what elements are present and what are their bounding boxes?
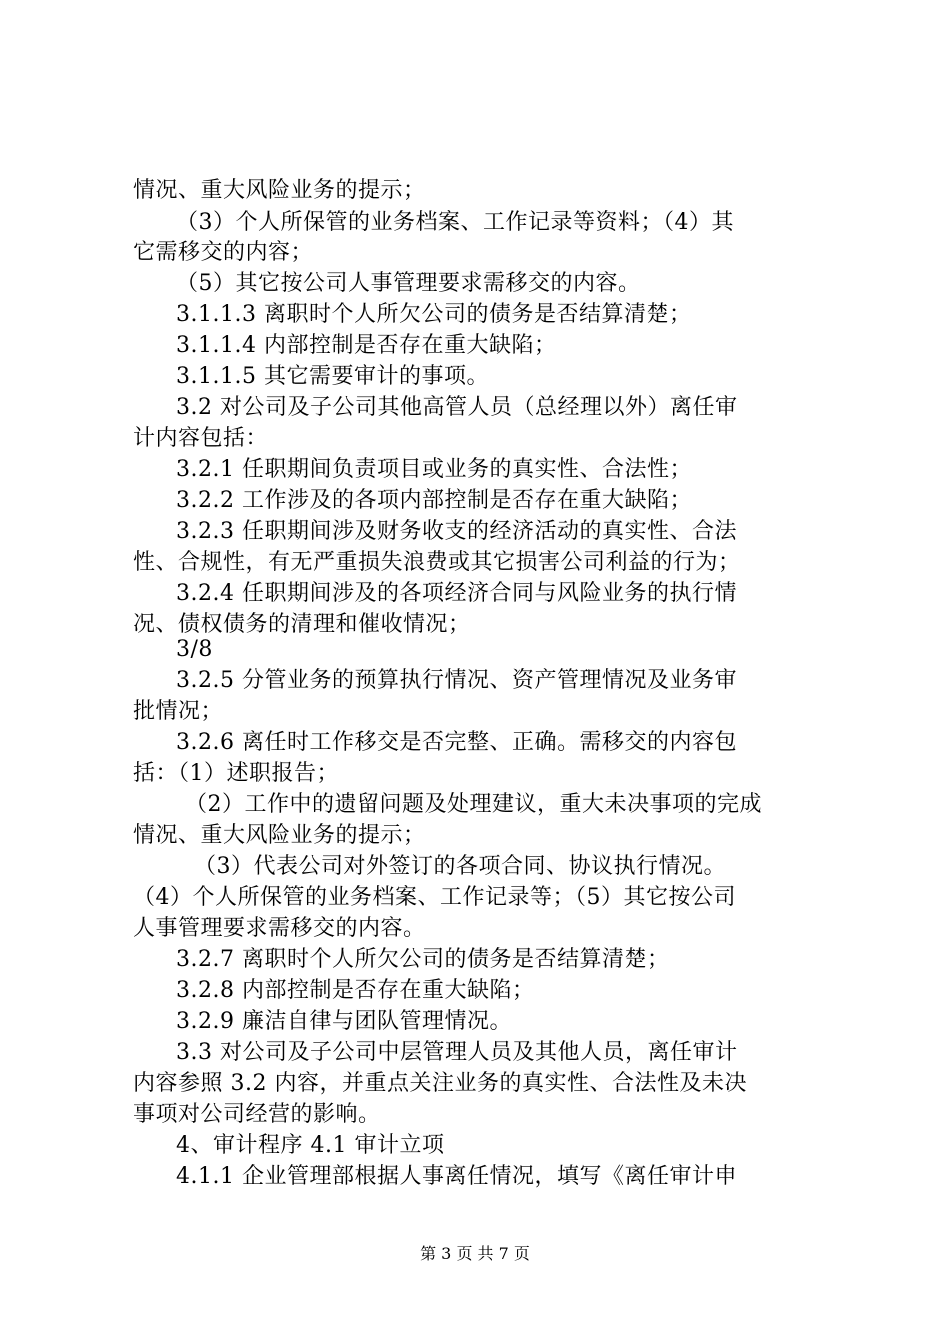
page-marker: 3/8 xyxy=(176,637,213,662)
text-line: 3.2.7 离职时个人所欠公司的债务是否结算清楚； xyxy=(176,947,670,972)
text-line: 3.2.3 任职期间涉及财务收支的经济活动的真实性、合法 xyxy=(176,519,737,544)
text-line: 3.2.8 内部控制是否存在重大缺陷； xyxy=(176,978,535,1003)
text-line: 计内容包括： xyxy=(133,426,269,451)
text-line: （5）其它按公司人事管理要求需移交的内容。 xyxy=(176,271,641,296)
text-line: 3.2.2 工作涉及的各项内部控制是否存在重大缺陷； xyxy=(176,488,692,513)
text-line: 3.1.1.5 其它需要审计的事项。 xyxy=(176,364,489,389)
text-line: 情况、重大风险业务的提示； xyxy=(133,823,426,848)
text-line: 括：（1）述职报告； xyxy=(133,761,339,786)
text-line: 内容参照 3.2 内容，并重点关注业务的真实性、合法性及未决 xyxy=(133,1071,747,1096)
text-line: 3.1.1.4 内部控制是否存在重大缺陷； xyxy=(176,333,557,358)
text-line: 3.3 对公司及子公司中层管理人员及其他人员，离任审计 xyxy=(176,1040,738,1065)
text-line: 3.2 对公司及子公司其他高管人员（总经理以外）离任审 xyxy=(176,395,738,420)
text-line: 它需移交的内容； xyxy=(133,240,314,265)
text-line: （3）个人所保管的业务档案、工作记录等资料；（4）其 xyxy=(176,210,734,235)
text-line: 3.2.1 任职期间负责项目或业务的真实性、合法性； xyxy=(176,457,692,482)
text-line: 3.2.9 廉洁自律与团队管理情况。 xyxy=(176,1009,512,1034)
text-line: 人事管理要求需移交的内容。 xyxy=(133,916,426,941)
page-footer: 第 3 页 共 7 页 xyxy=(420,1244,530,1263)
text-line: （3）代表公司对外签订的各项合同、协议执行情况。 xyxy=(194,854,726,879)
text-line: 3.2.5 分管业务的预算执行情况、资产管理情况及业务审 xyxy=(176,668,737,693)
text-line: 性、合规性，有无严重损失浪费或其它损害公司利益的行为； xyxy=(133,550,741,575)
text-line: 4.1.1 企业管理部根据人事离任情况，填写《离任审计申 xyxy=(176,1164,737,1189)
text-line: 事项对公司经营的影响。 xyxy=(133,1102,381,1127)
text-line: 况、债权债务的清理和催收情况； xyxy=(133,612,471,637)
text-line: 3.2.6 离任时工作移交是否完整、正确。需移交的内容包 xyxy=(176,730,737,755)
section-heading: 4、审计程序 4.1 审计立项 xyxy=(176,1133,445,1158)
text-line: （4）个人所保管的业务档案、工作记录等；（5）其它按公司 xyxy=(133,885,736,910)
text-line: 3.1.1.3 离职时个人所欠公司的债务是否结算清楚； xyxy=(176,302,692,327)
text-line: 3.2.4 任职期间涉及的各项经济合同与风险业务的执行情 xyxy=(176,581,737,606)
text-line: （2）工作中的遗留问题及处理建议，重大未决事项的完成 xyxy=(185,792,762,817)
text-line: 情况、重大风险业务的提示； xyxy=(133,178,426,203)
text-line: 批情况； xyxy=(133,699,224,724)
